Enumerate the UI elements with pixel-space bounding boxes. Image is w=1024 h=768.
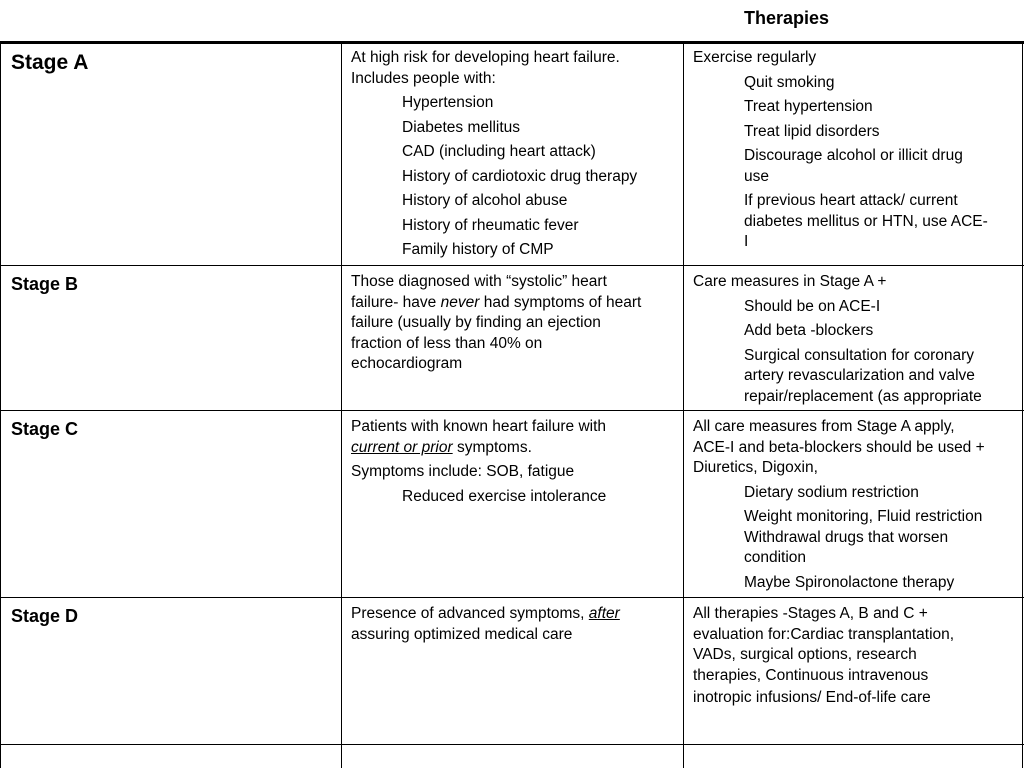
stage-c-label: Stage C [11,419,79,439]
stage-b-desc-emphasis: never [440,293,480,311]
risk-factor-item: History of rheumatic fever [402,216,579,234]
stage-b-desc-part1: Those diagnosed with “systolic” heart failure- have [351,273,607,311]
stage-d-ther-text: All therapies -Stages A, B and C + evaluation for:Cardiac transplantation, VADs, surgical options, research therapies, Continuous intravenous [693,605,955,684]
stage-c-desc-part2: symptoms. [452,438,532,456]
stage-a-ther-intro: Exercise regularly [693,49,817,66]
therapy-item: Treat lipid disorders [744,122,880,140]
stage-d-therapies [693,604,1017,713]
stage-d-desc-text [351,604,677,645]
stage-b-label: Stage B [11,274,79,294]
stage-b-desc-part2: had symptoms of heart failure (usually by finding an ejection fraction of less than 40% on echocardiogram [351,293,642,372]
stage-d-label: Stage D [11,606,79,626]
stage-c-ther-intro: All care measures from Stage A apply, ACE-I and beta-blockers should be used + Diuretics, Digoxin, [693,418,985,476]
therapy-item: Maybe Spironolactone therapy [744,573,955,591]
row-divider-cd [0,597,1024,598]
risk-factor-item: Diabetes mellitus [402,118,521,136]
stage-d-ther-text2: inotropic infusions/ End-of-life care [693,689,931,706]
stage-b-description [351,272,677,379]
risk-factor-item: History of cardiotoxic drug therapy [402,167,638,185]
stage-c-desc-part1: Patients with known heart failure with [351,418,607,435]
stage-c-desc-text [351,417,677,458]
stage-d-desc-part2: assuring optimized medical care [351,625,573,643]
stage-c-desc-line2: Symptoms include: SOB, fatigue [351,463,575,480]
therapy-item: Add beta -blockers [744,322,874,339]
therapy-item: Dietary sodium restriction [744,483,919,501]
row-divider-d-end [0,744,1024,745]
stage-c-desc-emphasis: current or prior [351,438,453,456]
row-divider-ab [0,265,1024,266]
stage-a-description [351,48,677,265]
stage-c-therapies [693,417,1017,597]
therapy-item: Quit smoking [744,73,835,91]
therapy-item: Treat hypertension [744,98,873,115]
symptom-item: Reduced exercise intolerance [402,487,607,505]
stage-a-label: Stage A [11,51,89,74]
therapy-item: Discourage alcohol or illicit drug use [744,147,963,185]
risk-factor-item: Family history of CMP [402,241,554,258]
therapy-item: Surgical consultation for coronary artery revascularization and valve repair/replacement (as appropriate [744,346,982,405]
risk-factor-item: CAD (including heart attack) [402,143,596,160]
stage-a-therapies [693,48,1017,257]
stage-d-desc-part1: Presence of advanced symptoms, [351,605,589,622]
stage-b-desc-text [351,272,677,375]
therapy-item: Should be on ACE-I [744,297,881,315]
risk-factor-item: Hypertension [402,94,494,111]
stage-d-desc-emphasis: after [588,605,620,622]
stage-d-description [351,604,677,649]
stage-b-therapies [693,272,1017,411]
table-divider-1 [341,43,342,768]
risk-factor-item: History of alcohol abuse [402,192,568,209]
stage-b-ther-intro: Care measures in Stage A + [693,273,887,290]
stage-a-desc-intro: At high risk for developing heart failure. Includes people with: [351,49,620,87]
table-border-right [1022,43,1023,768]
table-border-left [0,43,1,768]
table-top-rule [0,41,1024,44]
stage-c-description [351,417,677,511]
therapy-item: If previous heart attack/ current diabetes mellitus or HTN, use ACE- I [744,192,988,250]
table-divider-2 [683,43,684,768]
therapies-column-header: Therapies [744,8,830,28]
therapy-item: Weight monitoring, Fluid restriction Withdrawal drugs that worsen condition [744,508,983,566]
